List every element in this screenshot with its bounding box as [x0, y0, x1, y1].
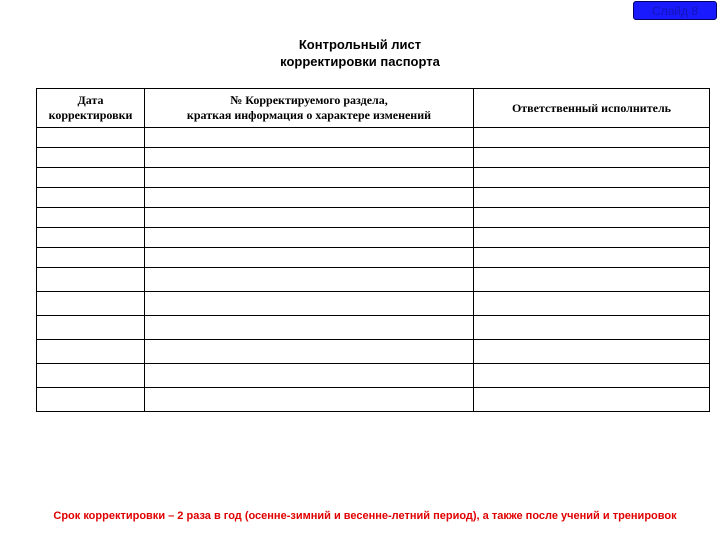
cell-date[interactable]	[37, 128, 145, 148]
cell-section[interactable]	[145, 268, 474, 292]
slide-number-badge: Слайд 8	[633, 1, 717, 20]
cell-section[interactable]	[145, 316, 474, 340]
cell-responsible[interactable]	[474, 268, 710, 292]
cell-section[interactable]	[145, 388, 474, 412]
cell-responsible[interactable]	[474, 292, 710, 316]
table-row	[37, 208, 710, 228]
cell-responsible[interactable]	[474, 208, 710, 228]
table-row	[37, 248, 710, 268]
cell-section[interactable]	[145, 248, 474, 268]
cell-date[interactable]	[37, 228, 145, 248]
cell-date[interactable]	[37, 388, 145, 412]
table-row	[37, 292, 710, 316]
cell-section[interactable]	[145, 148, 474, 168]
table-row	[37, 128, 710, 148]
cell-responsible[interactable]	[474, 228, 710, 248]
cell-date[interactable]	[37, 168, 145, 188]
table-row	[37, 188, 710, 208]
cell-section[interactable]	[145, 340, 474, 364]
cell-date[interactable]	[37, 248, 145, 268]
cell-responsible[interactable]	[474, 340, 710, 364]
cell-date[interactable]	[37, 268, 145, 292]
cell-responsible[interactable]	[474, 364, 710, 388]
cell-responsible[interactable]	[474, 128, 710, 148]
table-row	[37, 388, 710, 412]
table-row	[37, 228, 710, 248]
table-row	[37, 268, 710, 292]
cell-date[interactable]	[37, 364, 145, 388]
cell-section[interactable]	[145, 228, 474, 248]
cell-section[interactable]	[145, 364, 474, 388]
table-row	[37, 364, 710, 388]
title-line-1: Контрольный лист	[298, 37, 422, 52]
cell-section[interactable]	[145, 168, 474, 188]
cell-responsible[interactable]	[474, 248, 710, 268]
cell-section[interactable]	[145, 128, 474, 148]
cell-responsible[interactable]	[474, 388, 710, 412]
table-row	[37, 148, 710, 168]
cell-date[interactable]	[37, 340, 145, 364]
cell-responsible[interactable]	[474, 316, 710, 340]
cell-responsible[interactable]	[474, 148, 710, 168]
cell-date[interactable]	[37, 148, 145, 168]
cell-responsible[interactable]	[474, 168, 710, 188]
header-section: № Корректируемого раздела, краткая информация о характере изменений	[145, 89, 474, 128]
page-title	[0, 36, 720, 70]
cell-section[interactable]	[145, 292, 474, 316]
cell-section[interactable]	[145, 208, 474, 228]
table-row	[37, 168, 710, 188]
table-row	[37, 316, 710, 340]
header-responsible: Ответственный исполнитель	[474, 89, 710, 128]
table-header-row	[37, 89, 710, 128]
cell-date[interactable]	[37, 292, 145, 316]
title-line-2: корректировки паспорта	[280, 54, 440, 69]
correction-log-table	[36, 88, 710, 412]
cell-date[interactable]	[37, 316, 145, 340]
cell-date[interactable]	[37, 188, 145, 208]
table-row	[37, 340, 710, 364]
header-date: Дата корректировки	[37, 89, 145, 128]
cell-section[interactable]	[145, 188, 474, 208]
correction-schedule-note: Срок корректировки – 2 раза в год (осенне-зимний и весенне-летний период), а также после учений и тренировок	[53, 510, 677, 522]
cell-responsible[interactable]	[474, 188, 710, 208]
cell-date[interactable]	[37, 208, 145, 228]
